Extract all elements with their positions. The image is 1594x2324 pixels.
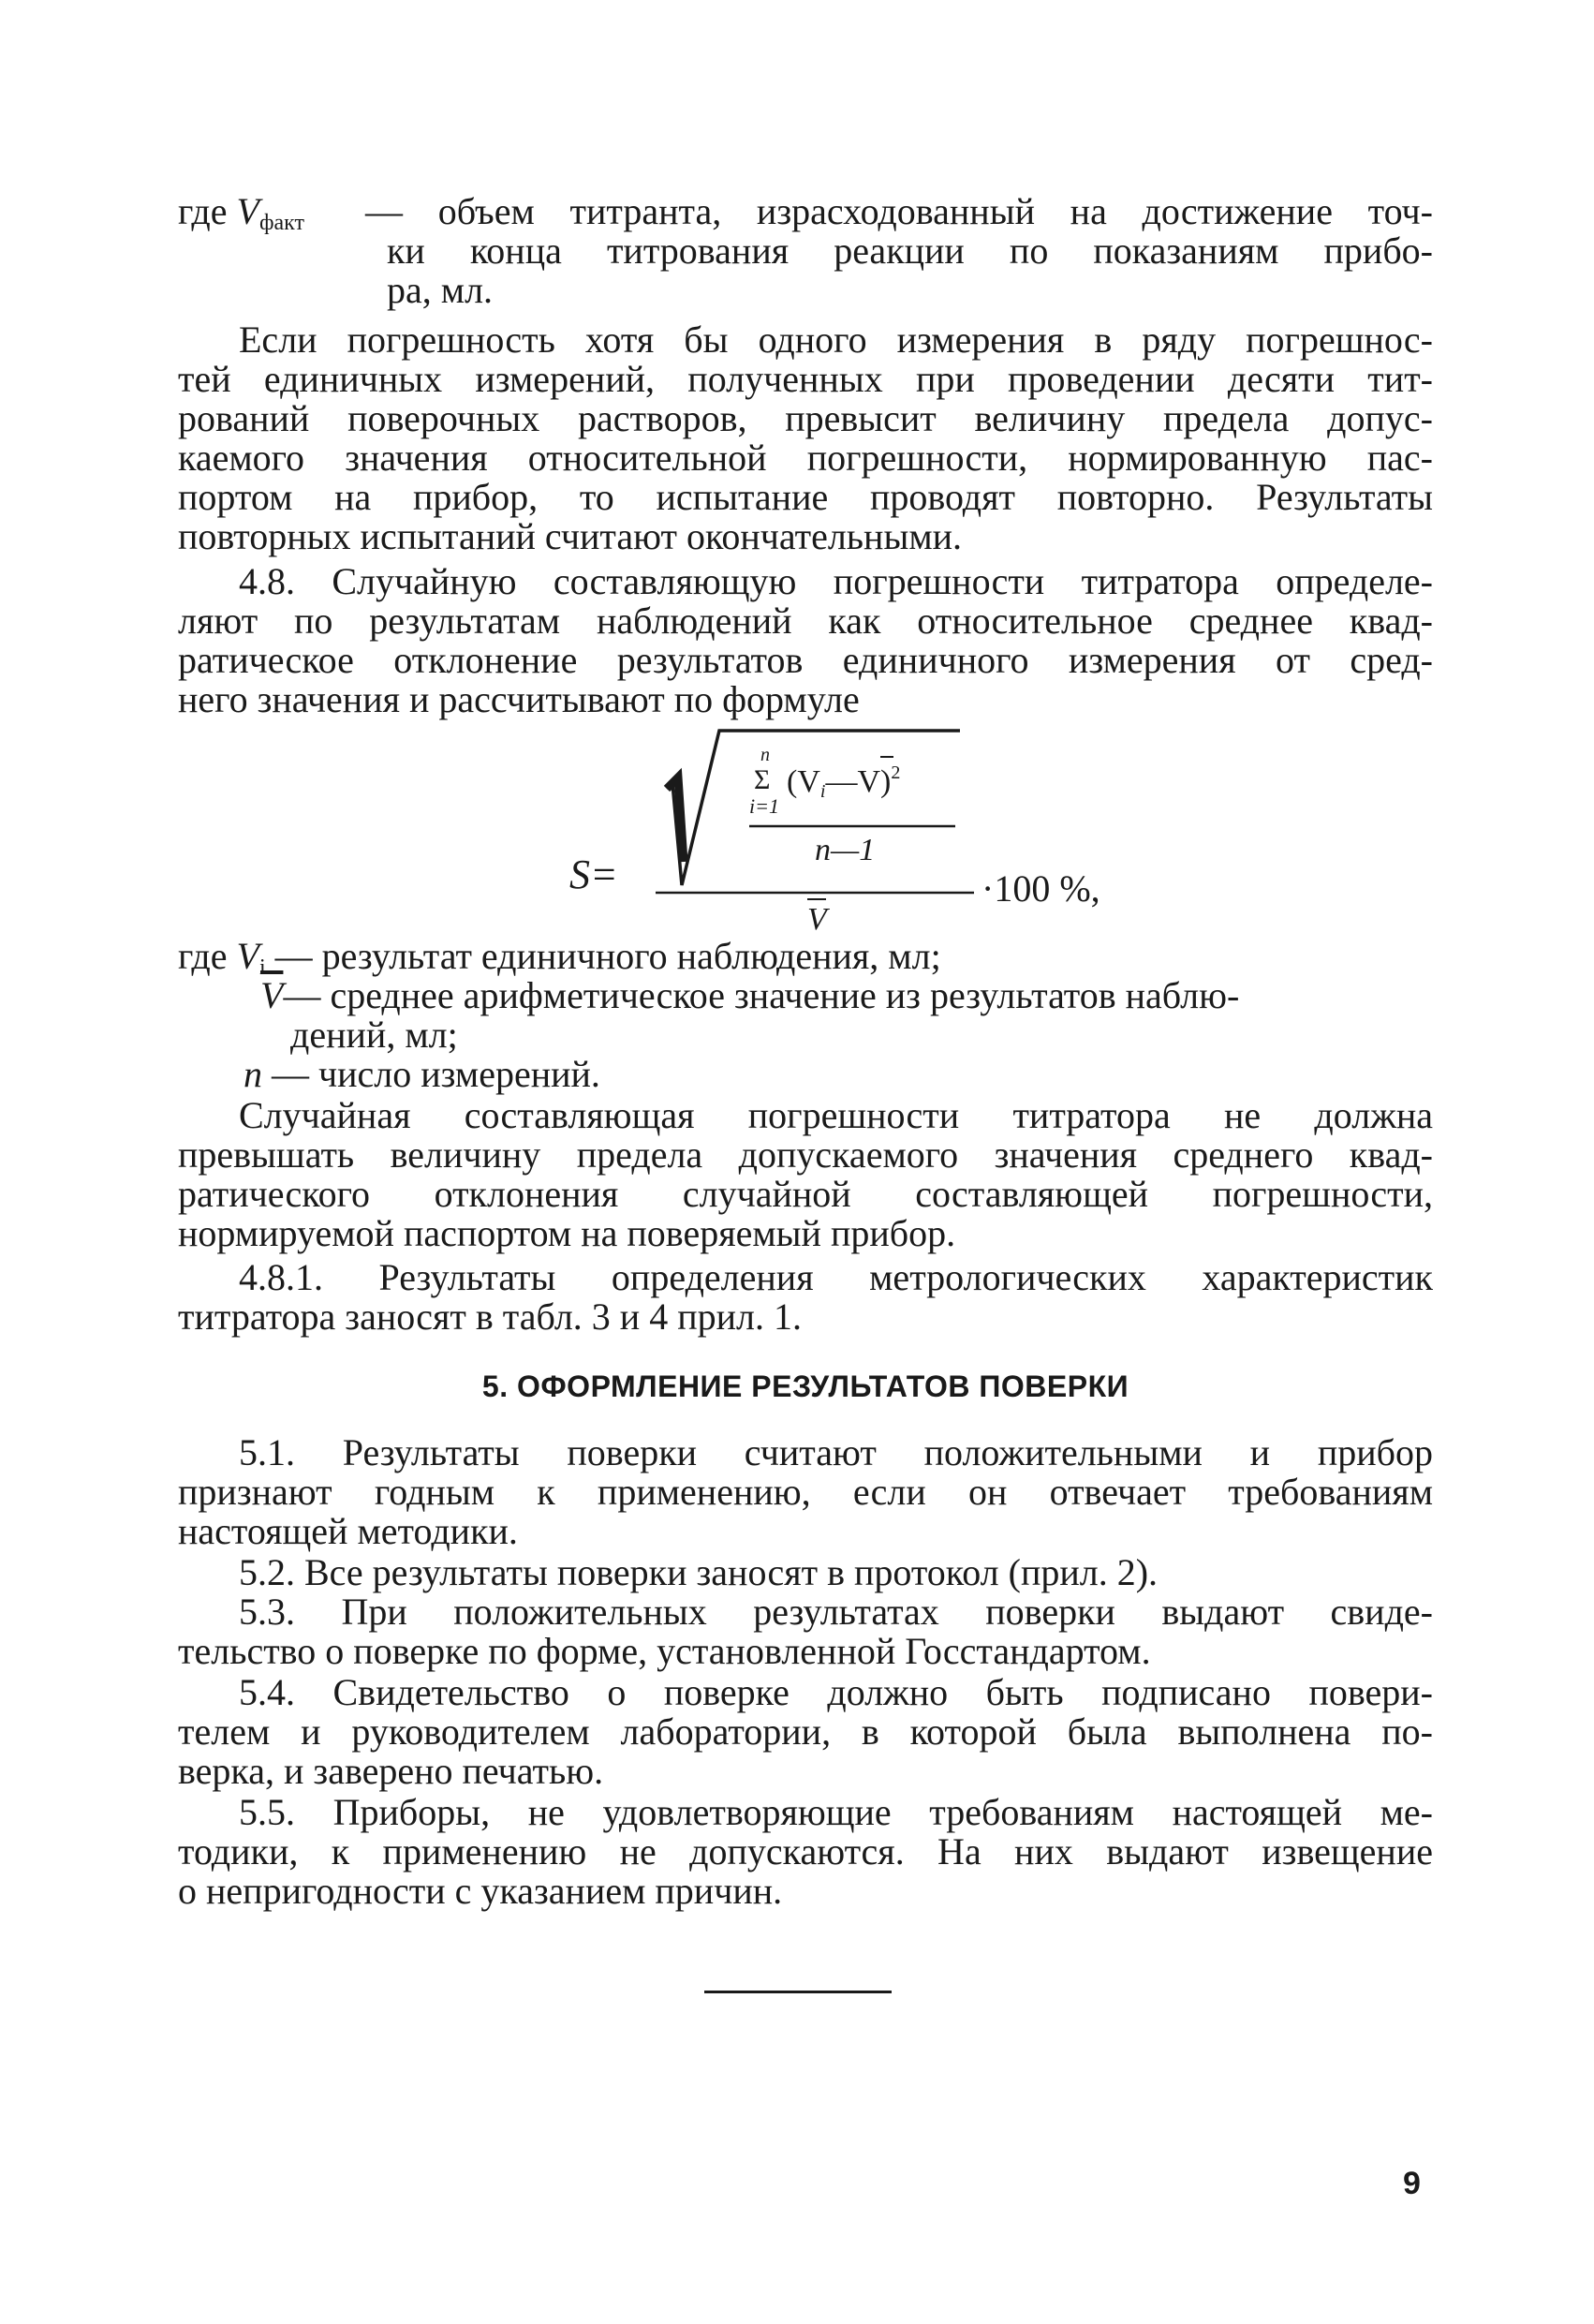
text-line: признают годным к применению, если он отвечает требованиям (178, 1471, 1433, 1513)
text-line: ляют по результатам наблюдений как относительное среднее квад- (178, 600, 1433, 642)
text-line: настоящей методики. (178, 1510, 518, 1552)
text-line: 5.1. Результаты поверки считают положительными и прибор (239, 1431, 1433, 1473)
page-number: 9 (1403, 2166, 1421, 2201)
n-description: — число измерений. (272, 1053, 600, 1095)
text-line: 5.4. Свидетельство о поверке должно быть подписано повери- (239, 1671, 1433, 1713)
text-line: Случайная составляющая погрешности титратора не должна (239, 1094, 1433, 1136)
formula-lhs: S= (569, 851, 618, 897)
text-line: 4.8. Случайную составляющую погрешности титратора определе- (239, 560, 1433, 602)
paragraph-5-2 (178, 1553, 1433, 1592)
formula-multiplier: ·100 %, (981, 867, 1100, 910)
sum-term: (Vi—V)$^2$ (787, 762, 901, 802)
v-fact-symbol: V (236, 190, 259, 232)
text-line: 5.3. При положительных результатах поверки выдают свиде- (239, 1591, 1433, 1633)
where-label (178, 192, 304, 243)
text-line: нормируемой паспортом на поверяемый прибор. (178, 1212, 956, 1254)
text-line: каемого значения относительной погрешности, нормированную пас- (178, 437, 1433, 479)
text-line: тодики, к применению не допускаются. На них выдают извещение (178, 1830, 1433, 1873)
where-vbar-line (260, 976, 1433, 1015)
v-fact-description-line3: ра, мл. (387, 269, 494, 311)
sum-upper-limit: n (760, 745, 770, 765)
text-line: 4.8.1. Результаты определения метрологических характеристик (239, 1256, 1433, 1298)
text-line: повторных испытаний считают окончательными. (178, 515, 963, 557)
vi-symbol: V (236, 935, 259, 977)
where-word: где (178, 935, 228, 977)
text-line: титратора заносят в табл. 3 и 4 прил. 1. (178, 1295, 802, 1338)
text-line: тельство о поверке по форме, установленной Госстандартом. (178, 1630, 1151, 1672)
vi-subscript: i (258, 955, 266, 980)
text-line: верка, и заверено печатью. (178, 1750, 604, 1792)
text-line: 5.2. Все результаты поверки заносят в протокол (прил. 2). (239, 1551, 1159, 1593)
paragraph-random-component (178, 1096, 1433, 1253)
paragraph-4-8-1 (178, 1258, 1433, 1337)
text-line: рований поверочных растворов, превысит величину предела допус- (178, 397, 1433, 439)
paragraph-5-5 (178, 1793, 1433, 1911)
sum-sign: Σ (754, 764, 771, 795)
text-line: о непригодности с указанием причин. (178, 1870, 783, 1912)
end-rule (704, 1991, 892, 1993)
vbar-description: — среднее арифметическое значение из результатов наблю- (283, 974, 1240, 1016)
inner-denominator: n—1 (815, 833, 876, 867)
n-symbol: n (244, 1053, 262, 1095)
v-fact-subscript: факт (258, 211, 305, 235)
std-deviation-formula (562, 721, 1143, 937)
v-fact-description-line2: ки конца титрования реакции по показаниям прибо- (387, 229, 1433, 272)
sum-lower-limit: i=1 (749, 794, 779, 818)
paragraph-error-check (178, 320, 1433, 556)
text-line: Если погрешность хотя бы одного измерения в ряду погрешнос- (239, 318, 1433, 361)
outer-denominator: V (807, 902, 827, 937)
text-line: превышать величину предела допускаемого значения среднего квад- (178, 1133, 1433, 1176)
where-vbar-line2: дений, мл; (290, 1014, 458, 1056)
paragraph-5-3 (178, 1592, 1433, 1671)
paragraph-5-1 (178, 1433, 1433, 1551)
text-line: ратическое отклонение результатов единичного измерения от сред- (178, 639, 1433, 681)
v-fact-description-line1: — объем титранта, израсходованный на достижение точ- (365, 190, 1433, 232)
text-line: портом на прибор, то испытание проводят повторно. Результаты (178, 476, 1433, 518)
section-heading: 5. ОФОРМЛЕНИЕ РЕЗУЛЬТАТОВ ПОВЕРКИ (481, 1369, 1129, 1403)
paragraph-4-8 (178, 562, 1433, 719)
vbar-symbol: $\overline{V}$ (260, 974, 284, 1016)
radical-sign (667, 731, 960, 885)
paragraph-5-4 (178, 1673, 1433, 1791)
where-word: где (178, 190, 228, 232)
where-n-line (244, 1055, 600, 1094)
text-line: тей единичных измерений, полученных при проведении десяти тит- (178, 358, 1433, 400)
text-line: 5.5. Приборы, не удовлетворяющие требованиям настоящей ме- (239, 1791, 1433, 1833)
text-line: телем и руководителем лаборатории, в которой была выполнена по- (178, 1710, 1433, 1753)
text-line: него значения и рассчитывают по формуле (178, 678, 860, 720)
vi-description: — результат единичного наблюдения, мл; (274, 935, 941, 977)
text-line: ратического отклонения случайной составляющей погрешности, (178, 1173, 1433, 1215)
